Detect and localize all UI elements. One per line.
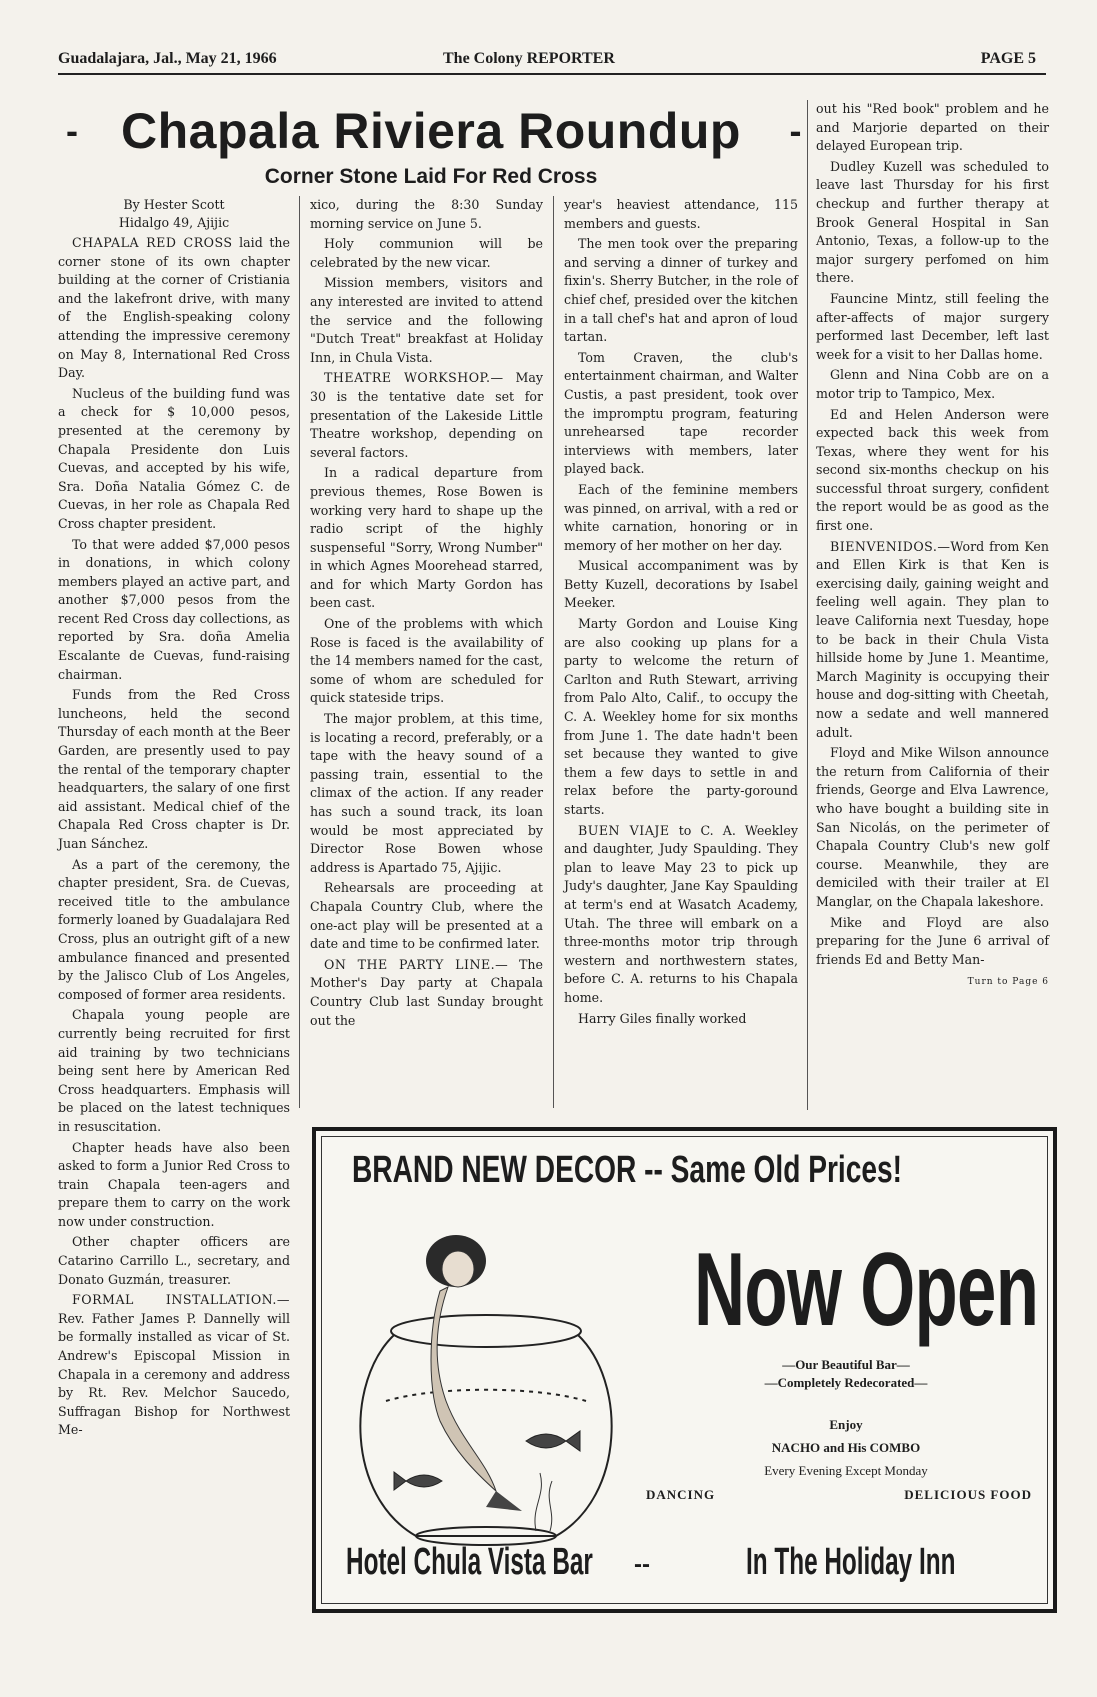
article-column-2	[310, 196, 543, 1032]
paragraph: FORMAL INSTALLATION.— Rev. Father James P. Dannelly will be formally installed as vicar of St. Andrew's Episcopal Mission in Chapala in a ceremony and address by Rt. Rev. Melchor Saucedo, Suffragan Bishop for Northwest Me-	[58, 1292, 290, 1438]
column-rule	[807, 100, 808, 1110]
headline-dash-left: -	[66, 110, 79, 151]
paragraph: Rehearsals are proceeding at Chapala Country Club, where the one-act play will be presented at a date and time to be confirmed later.	[310, 880, 543, 952]
masthead	[58, 50, 1046, 72]
ad-separator: --	[634, 1551, 650, 1578]
paragraph: out his "Red book" problem and he and Marjorie departed on their delayed European trip.	[816, 101, 1049, 154]
advertisement	[312, 1127, 1057, 1613]
paragraph-lead: THEATRE WORKSHOP.—	[324, 370, 504, 386]
paragraph: Fauncine Mintz, still feeling the after-affects of major surgery performed last December, left last week for a visit to her Dallas home.	[816, 290, 1049, 362]
byline-author: By Hester Scott	[123, 197, 225, 212]
paragraph: Chapter heads have also been asked to form a Junior Red Cross to train Chapala teen-agers and prepare them to carry on the work now under construction.	[58, 1139, 290, 1229]
paragraph: Dudley Kuzell was scheduled to leave last Thursday for his first checkup and further therapy at Brook General Hospital in San Antonio, Texas, a follow-up to the major surgery perfomed on him there.	[816, 158, 1049, 286]
paragraph: Musical accompaniment was by Betty Kuzell, decorations by Isabel Meeker.	[564, 558, 798, 611]
paragraph: As a part of the ceremony, the chapter president, Sra. de Cuevas, received title to the ambulance formerly loaned by Guadalajara Red Cross, plus an outright gift of a new ambulance financed and presented by the Jalisco Club of Los Angeles, composed of former area residents.	[58, 856, 290, 1002]
paragraph: Tom Craven, the club's entertainment chairman, and Walter Custis, a past president, took over the impromptu program, featuring unrehearsed tape recorder interviews with members, later played back.	[564, 349, 798, 477]
paragraph-lead: ON THE PARTY LINE.—	[324, 956, 509, 972]
fish-icon-2	[394, 1472, 442, 1490]
paragraph-lead: FORMAL INSTALLATION.—	[72, 1292, 290, 1308]
paragraph: In a radical departure from previous themes, Rose Bowen is working very hard to shape up the radio script of the highly suspenseful "Sorry, Wrong Number" in which Agnes Moorehead starred, and for which Marty Gordon has been cast.	[310, 465, 543, 611]
paragraph: Mike and Floyd are also preparing for the June 6 arrival of friends Ed and Betty Man-	[816, 914, 1049, 967]
headline-dash-right: -	[789, 110, 802, 151]
paragraph: BIENVENIDOS.—Word from Ken and Ellen Kirk is that Ken is exercising daily, gaining weight and feeling well again. They plan to leave California next Tuesday, hope to be back in their Chula Vista hillside home by June 1. Meantime, March Maginity is occupying their house and dog-sitting with Cheetah, now a sedate and well mannered adult.	[816, 538, 1049, 740]
turn-to-page-link[interactable]: Turn to Page 6	[967, 977, 1049, 988]
article-headline: Chapala Riviera Roundup	[121, 103, 741, 159]
paragraph-lead: BIENVENIDOS.—	[830, 538, 951, 554]
paragraph: Holy communion will be celebrated by the new vicar.	[310, 236, 543, 270]
paragraph: The men took over the preparing and serving a dinner of turkey and fixin's. Sherry Butcher, in the role of chief chef, presided over the kitchen in a tall chef's hat and apron of loud tartan.	[564, 236, 798, 345]
paragraph: Mission members, visitors and any interested are invited to attend the service and the following "Dutch Treat" breakfast at Holiday Inn, in Chula Vista.	[310, 275, 543, 365]
paragraph: Glenn and Nina Cobb are on a motor trip to Tampico, Mex.	[816, 367, 1049, 401]
fish-icon-1	[526, 1431, 580, 1451]
fishbowl-illustration	[336, 1211, 636, 1581]
paragraph: CHAPALA RED CROSS laid the corner stone of its own chapter building at the corner of Cristiania and the lakefront drive, with many of the English-speaking colony attending the impressive ceremony on May 8, International Red Cross Day.	[58, 235, 290, 381]
paragraph: year's heaviest attendance, 115 members and guests.	[564, 197, 798, 231]
paragraph: Other chapter officers are Catarino Carrillo L., secretary, and Donato Guzmán, treasurer.	[58, 1234, 290, 1287]
ad-redecorated-line: —Completely Redecorated—	[764, 1375, 928, 1390]
article-column-4	[816, 100, 1049, 994]
paragraph: The major problem, at this time, is locating a record, preferably, or a tape with the heavy sound of a passing train, essential to the climax of the action. If any reader has such a sound track, its loan would be most appreciated by Director Rose Bowen whose address is Apartado 75, Ajijic.	[310, 711, 543, 875]
paragraph: Each of the feminine members was pinned, on arrival, with a red or white carnation, honoring or in memory of her mother on her day.	[564, 481, 798, 553]
ad-bar-line: —Our Beautiful Bar—	[782, 1357, 910, 1372]
ad-hotel-bar: Hotel Chula Vista Bar	[346, 1541, 593, 1583]
column-rule	[553, 196, 554, 1108]
paragraph: Ed and Helen Anderson were expected back this week from Texas, where they went for his second six-months checkup on his successful throat surgery, confident the report would be as good as the first one.	[816, 406, 1049, 534]
ad-holiday-inn: In The Holiday Inn	[746, 1541, 956, 1583]
article-subhead: Corner Stone Laid For Red Cross	[264, 165, 598, 188]
paragraph: THEATRE WORKSHOP.— May 30 is the tentative date set for presentation of the Lakeside Little Theatre workshop, depending on several factors.	[310, 370, 543, 460]
paragraph: xico, during the 8:30 Sunday morning service on June 5.	[310, 197, 543, 231]
paragraph: One of the problems with which Rose is faced is the availability of the 14 members named for the cast, some of whom are scheduled for quick stateside trips.	[310, 616, 543, 706]
paragraph: BUEN VIAJE to C. A. Weekley and daughter, Judy Spaulding. They plan to leave May 23 to pick up Judy's daughter, Jane Kay Spaulding at term's end at Wasatch Academy, Utah. The three will embark on a three-months motor trip through western and northwestern states, before C. A. returns to his Chapala home.	[564, 822, 798, 1005]
column-rule	[299, 196, 300, 1108]
article-column-1	[58, 196, 290, 1442]
byline-address: Hidalgo 49, Ajijic	[118, 215, 230, 230]
paragraph: Harry Giles finally worked	[578, 1010, 747, 1026]
paragraph: Marty Gordon and Louise King are also cooking up plans for a party to welcome the return of Carlton and Ruth Stewart, arriving from Palo Alto, Calif., to occupy the C. A. Weekley home for six months from June 1. The date hadn't been set because they wanted to give them a few days to settle in and relax before the party-goround starts.	[564, 616, 798, 817]
paragraph: Funds from the Red Cross luncheons, held the second Thursday of each month at the Beer Garden, are presently used to pay the rental of the temporary chapter headquarters, the salary of one first aid assistant. Medical chief of the Chapala Red Cross chapter is Dr. Juan Sánchez.	[58, 687, 290, 851]
masthead-page-number: PAGE 5	[980, 50, 1036, 67]
byline	[58, 196, 290, 232]
paragraph: Floyd and Mike Wilson announce the return from California of their friends, George and Elva Lawrence, who have bought a building site in San Nicolás, on the perimeter of Chapala Country Club's new golf course. Meanwhile, they are demiciled with their trailer at El Manglar, on the Chapala lakeshore.	[816, 745, 1049, 909]
masthead-rule	[58, 73, 1046, 75]
paragraph-lead: CHAPALA RED CROSS	[72, 235, 233, 250]
fishbowl-icon	[360, 1315, 611, 1545]
masthead-dateline: Guadalajara, Jal., May 21, 1966	[58, 50, 277, 67]
ad-schedule: Every Evening Except Monday	[764, 1463, 928, 1478]
ad-band: NACHO and His COMBO	[771, 1440, 921, 1455]
seaweed-strand	[535, 1473, 541, 1531]
water-line	[386, 1390, 586, 1401]
mermaid-tail	[486, 1491, 522, 1511]
ad-title: BRAND NEW DECOR -- Same Old Prices!	[352, 1149, 902, 1191]
ad-enjoy: Enjoy	[829, 1417, 863, 1432]
paragraph: Chapala young people are currently being recruited for first aid training by two technicians being sent here by American Red Cross headquarters. Emphasis will be placed on the latest techniques in resuscitation.	[58, 1007, 290, 1134]
bowl-rim	[391, 1315, 581, 1347]
article-headline-block	[58, 103, 804, 159]
article-column-3	[564, 196, 798, 1030]
ad-dancing: DANCING	[646, 1487, 716, 1502]
seaweed-icon	[535, 1473, 552, 1531]
seaweed-strand	[549, 1481, 552, 1531]
mermaid-figure-icon	[426, 1235, 522, 1511]
masthead-paper-name: The Colony REPORTER	[443, 50, 615, 67]
ad-now-open: Now Open	[694, 1232, 1039, 1348]
paragraph-lead: BUEN VIAJE	[578, 822, 670, 838]
paragraph: ON THE PARTY LINE.— The Mother's Day party at Chapala Country Club last Sunday brought out the	[310, 956, 543, 1028]
paragraph: To that were added $7,000 pesos in donations, in which colony members played an active part, and another $7,000 pesos from the recent Red Cross day collections, as reported by Sra. doña Amelia Escalante de Cuevas, fund-raising chairman.	[58, 536, 290, 682]
paragraph: Nucleus of the building fund was a check for $ 10,000 pesos, presented at the ceremony by Chapala Presidente don Luis Cuevas, and accepted by his wife, Sra. Doña Natalia Gómez C. de Cuevas, in her role as Chapala Red Cross chapter president.	[58, 385, 290, 531]
ad-food: DELICIOUS FOOD	[904, 1487, 1032, 1502]
mermaid-face	[442, 1251, 474, 1287]
